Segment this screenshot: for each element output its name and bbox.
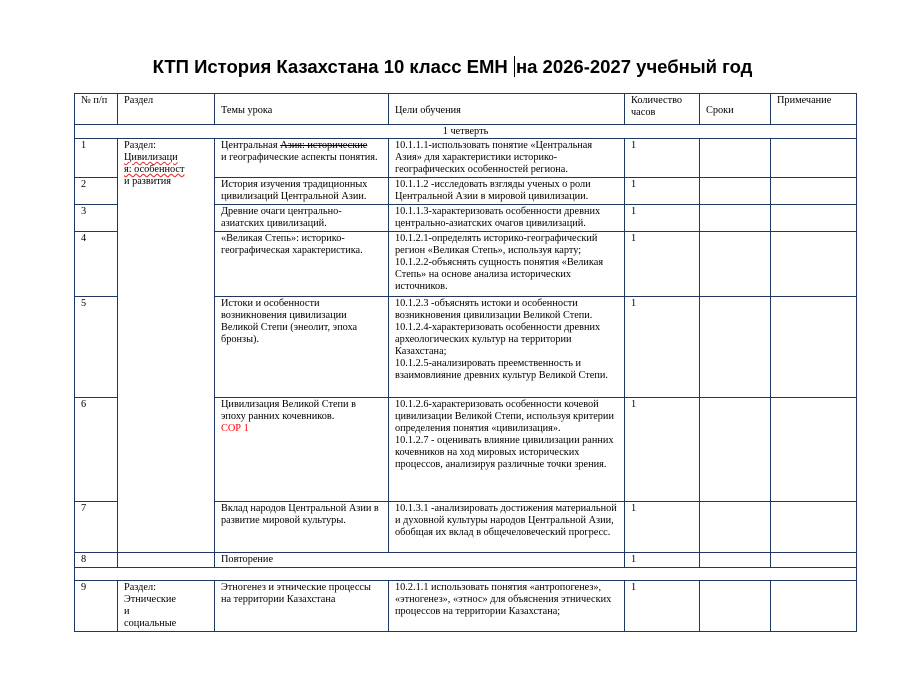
row-dates	[700, 502, 771, 553]
row-hours: 1	[625, 398, 700, 502]
section-name-line	[124, 164, 208, 176]
row-topic: «Великая Степь»: историко-географическая характеристика.	[215, 232, 389, 297]
table-row	[75, 139, 857, 178]
row-note	[771, 178, 857, 205]
row-dates	[700, 581, 771, 632]
row-note	[771, 205, 857, 232]
row-hours: 1	[625, 553, 700, 568]
goal-item: 10.1.2.1-определять историко-географический регион «Великая Степь», используя карту;	[395, 233, 598, 256]
sor-badge: СОР 1	[221, 423, 249, 434]
header-note: Примечание	[771, 94, 857, 125]
row-goals: 10.1.1.1-использовать понятие «Центральная Азия» для характеристики историко-географических особенностей региона.	[389, 139, 625, 178]
row-dates	[700, 297, 771, 398]
header-section: Раздел	[118, 94, 215, 125]
topic-part: и географические аспекты понятия.	[221, 152, 378, 163]
header-num: № п/п	[75, 94, 118, 125]
row-topic: Вклад народов Центральной Азии в развитие мировой культуры.	[215, 502, 389, 553]
goal-item: 10.1.2.4-характеризовать особенности древних археологических культур на территории Казахстана;	[395, 322, 601, 357]
topic-text: Цивилизация Великой Степи в эпоху ранних кочевников.	[221, 399, 356, 422]
goal-item: 10.1.2.5-анализировать преемственность и взаимовлияние древних культур Великой Степи.	[395, 358, 608, 381]
goal-item: 10.1.2.2-объяснять сущность понятия «Великая Степь» на основе анализа исторических источников.	[395, 257, 604, 292]
page-title	[0, 56, 905, 78]
row-goals: 10.1.3.1 -анализировать достижения материальной и духовной культуры народов Центральной Азии, обобщая их вклад в общечеловеческий прогресс.	[389, 502, 625, 553]
row-topic: История изучения традиционных цивилизаций Центральной Азии.	[215, 178, 389, 205]
ktp-table	[74, 93, 857, 632]
row-topic	[215, 139, 389, 178]
title-text-part1: КТП История Казахстана 10 класс ЕМН	[152, 56, 513, 77]
row-dates	[700, 178, 771, 205]
section-name-line: Цивилизаци	[124, 152, 178, 163]
table-row	[75, 581, 857, 632]
row-topic: Повторение	[215, 553, 625, 568]
row-topic	[215, 398, 389, 502]
row-dates	[700, 205, 771, 232]
section-name-part: я: особенност	[124, 164, 185, 175]
row-dates	[700, 553, 771, 568]
row-note	[771, 232, 857, 297]
header-row	[75, 94, 857, 125]
row-dates	[700, 398, 771, 502]
spacer-row	[75, 568, 857, 581]
header-goals: Цели обучения	[389, 94, 625, 125]
row-num: 1	[75, 139, 118, 178]
header-hours: Количество часов	[625, 94, 700, 125]
goal-item: 10.1.2.6-характеризовать особенности кочевой цивилизации Великой Степи, используя критерии определения понятия «цивилизация».	[395, 399, 614, 434]
header-topic: Темы урока	[215, 94, 389, 125]
table-row	[75, 553, 857, 568]
row-goals: 10.2.1.1 использовать понятия «антропогенез», «этногенез», «этнос» для объяснения этнических процессов на территории Казахстана;	[389, 581, 625, 632]
section-name-line: и развития	[124, 176, 171, 187]
section-cell	[118, 139, 215, 553]
row-topic: Истоки и особенности возникновения цивилизации Великой Степи (энеолит, эпоха бронзы).	[215, 297, 389, 398]
row-goals: 10.1.1.3-характеризовать особенности древних центрально-азиатских очагов цивилизаций.	[389, 205, 625, 232]
section-label: Раздел:	[124, 582, 156, 593]
topic-part-tracked: Азия: исторические	[280, 140, 368, 151]
row-note	[771, 398, 857, 502]
quarter-row	[75, 125, 857, 139]
row-goals	[389, 398, 625, 502]
row-section	[118, 553, 215, 568]
row-note	[771, 581, 857, 632]
section-name-line: Этнические	[124, 594, 176, 605]
row-hours: 1	[625, 178, 700, 205]
row-num: 6	[75, 398, 118, 502]
section-cell	[118, 581, 215, 632]
row-num: 7	[75, 502, 118, 553]
row-hours: 1	[625, 232, 700, 297]
title-text-part2: на 2026-2027 учебный год	[515, 56, 753, 77]
row-dates	[700, 139, 771, 178]
row-hours: 1	[625, 581, 700, 632]
section-name-line: социальные	[124, 618, 177, 629]
topic-part: Центральная	[221, 140, 281, 151]
row-topic: Этногенез и этнические процессы на территории Казахстана	[215, 581, 389, 632]
row-note	[771, 502, 857, 553]
row-num: 2	[75, 178, 118, 205]
text-cursor	[514, 56, 515, 77]
row-num: 8	[75, 553, 118, 568]
row-hours: 1	[625, 205, 700, 232]
row-note	[771, 297, 857, 398]
section-name-line: и	[124, 606, 130, 617]
row-goals	[389, 232, 625, 297]
row-topic: Древние очаги центрально-азиатских цивилизаций.	[215, 205, 389, 232]
section-label: Раздел:	[124, 140, 156, 151]
quarter-label: 1 четверть	[75, 125, 857, 139]
row-num: 9	[75, 581, 118, 632]
header-dates: Сроки	[700, 94, 771, 125]
goal-item: 10.1.2.3 -объяснять истоки и особенности возникновения цивилизации Великой Степи.	[395, 298, 593, 321]
row-hours: 1	[625, 502, 700, 553]
row-num: 4	[75, 232, 118, 297]
row-goals	[389, 297, 625, 398]
row-goals: 10.1.1.2 -исследовать взгляды ученых о роли Центральной Азии в мировой цивилизации.	[389, 178, 625, 205]
row-num: 5	[75, 297, 118, 398]
row-hours: 1	[625, 139, 700, 178]
row-hours: 1	[625, 297, 700, 398]
goal-item: 10.1.2.7 - оценивать влияние цивилизации ранних кочевников на ход мировых исторических процессов, анализируя различные точки зрения.	[395, 435, 614, 470]
spacer-cell	[75, 568, 857, 581]
row-note	[771, 553, 857, 568]
row-dates	[700, 232, 771, 297]
row-num: 3	[75, 205, 118, 232]
row-note	[771, 139, 857, 178]
